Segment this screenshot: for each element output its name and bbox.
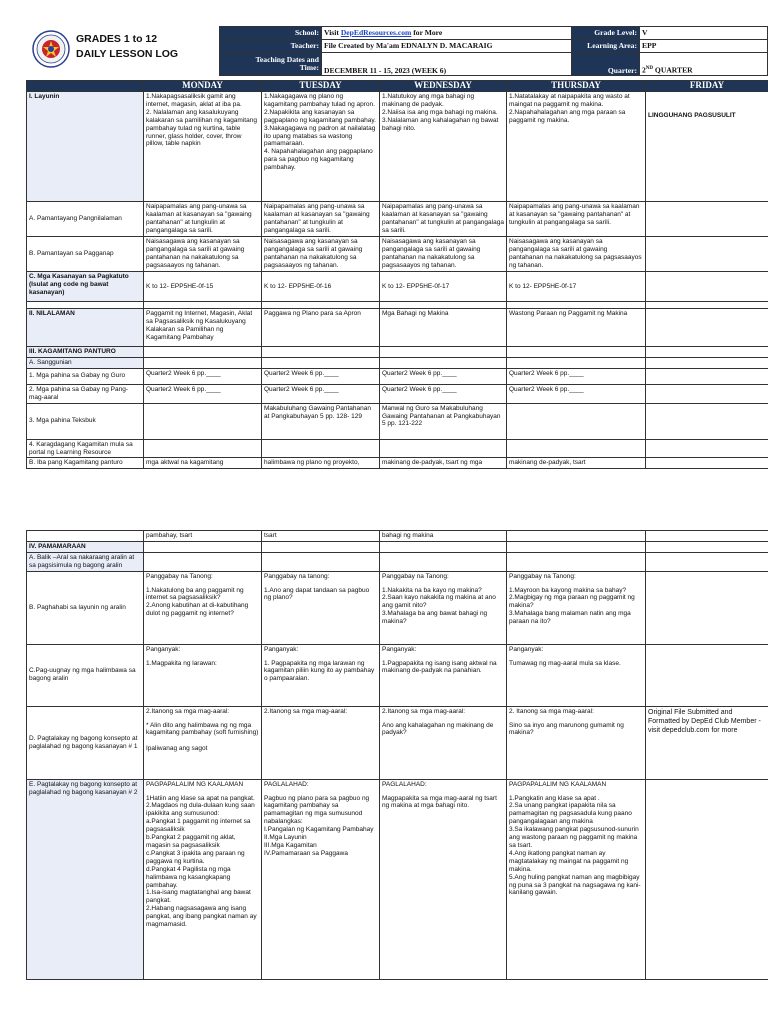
mag-aaral-fri — [646, 384, 768, 403]
pagganap-tue: Naisasagawa ang kasanayan sa pangangalaga sa sarili at gawaing pantahanan na nakakatulong sa pagsasaayos ng tahanan. — [262, 237, 380, 272]
paghahabi-fri — [646, 571, 768, 644]
iba-pang-fri — [646, 458, 768, 469]
lesson-table-page-1 — [26, 80, 768, 469]
depedresources-link[interactable]: DepEdResources.com — [340, 27, 412, 37]
layunin-tue: 1.Nakagagawa ng plano ng kagamitang pambahay tulad ng apron. 2.Napakikita ang kasanayan sa pagpaplano ng kagamitang pambahay. 3.Nakagagawa ng padron at nailalatag ito upang matabas sa wastong pamamaraan. 4. Napahahalagahan ang pagpaplano para sa pagbuo ng kagamitang pambahay. — [262, 92, 380, 202]
iba-pang-label: B. Iba pang Kagamitang panturo — [27, 458, 144, 469]
teksbuk-label: 3. Mga pahina Teksbuk — [27, 403, 144, 439]
day-tuesday: TUESDAY — [262, 81, 380, 92]
pag-uugnay-fri — [646, 644, 768, 706]
pamamaraan-label: IV. PAMAMARAAN — [27, 541, 144, 552]
row-pagtalakay-2 — [27, 779, 768, 979]
nilalaman-tue: Paggawa ng Plano para sa Apron — [262, 309, 380, 347]
day-wednesday: WEDNESDAY — [380, 81, 507, 92]
day-monday: MONDAY — [144, 81, 262, 92]
log-title — [76, 26, 219, 76]
karagdagang-label: 4. Karagdagang Kagamitan mula sa portal ng Learning Resource — [27, 439, 144, 458]
row-balik-aral — [27, 552, 768, 571]
pagtalakay-1-mon: 2.Itanong sa mga mag-aaral: * Alin dito ang halimbawa ng ng mga kagamitang pambahay (soft furnishing) Ipaliwanag ang sagot — [144, 706, 262, 779]
balik-aral-label: A. Balik –Aral sa nakaraang aralin at sa pagsisimula ng bagong aralin — [27, 552, 144, 571]
pangnilalaman-wed: Naipapamalas ang pang-unawa sa kaalaman at kasanayan sa "gawaing pantahanan" at tungkulin at pangangalaga sa sarili. — [380, 202, 507, 237]
teacher-value: File Created by Ma'am EDNALYN D. MACARAIG — [322, 39, 572, 52]
row-mag-aaral — [27, 384, 768, 403]
row-pangnilalaman — [27, 202, 768, 237]
pagkatuto-fri — [646, 272, 768, 302]
pagkatuto-mon: K to 12- EPP5HE-0f-15 — [144, 272, 262, 302]
row-pag-uugnay — [27, 644, 768, 706]
layunin-thu: 1.Natatalakay at naipapakita ang wasto at maingat na paggamit ng makina. 2.Napahahalagahan ang mga paraan sa paggamit ng makina. — [507, 92, 646, 202]
day-friday: FRIDAY — [646, 81, 768, 92]
paghahabi-label: B. Paghahabi sa layunin ng aralin — [27, 571, 144, 644]
header — [26, 26, 768, 76]
row-kagamitang — [27, 347, 768, 358]
teksbuk-mon — [144, 403, 262, 439]
teksbuk-fri — [646, 403, 768, 439]
iba-pang-wed: makinang de-padyak, tsart ng mga — [380, 458, 507, 469]
iba-pang-tue: halimbawa ng plano ng proyekto, — [262, 458, 380, 469]
nilalaman-label: II. NILALAMAN — [27, 309, 144, 347]
guro-wed: Quarter2 Week 6 pp.____ — [380, 368, 507, 384]
dates-label: Teaching Dates and Time: — [220, 52, 322, 75]
pagtalakay-1-fri: Original File Submitted and Formatted by DepEd Club Member - visit depedclub.com for more — [646, 706, 768, 779]
guro-tue: Quarter2 Week 6 pp.____ — [262, 368, 380, 384]
pagtalakay-1-label: D. Pagtalakay ng bagong konsepto at paglalahad ng bagong kasanayan # 1 — [27, 706, 144, 779]
lesson-table-page-2 — [26, 530, 768, 980]
nilalaman-mon: Paggamit ng Internet, Magasin, Aklat sa Pagsasaliksik ng Kasalukuyang Kalakaran sa Pamilihan ng Kagamitang Pambahay — [144, 309, 262, 347]
paghahabi-tue: Panggabay na tanong: 1.Ano ang dapat tandaan sa pagbuo ng plano? — [262, 571, 380, 644]
sanggunian-label: A. Sanggunian — [27, 357, 144, 368]
layunin-mon: 1.Nakapagsasaliksik gamit ang internet, magasin, aklat at iba pa. 2. Nalalaman ang kasalukuyang kalakaran sa pamilihan ng kagamitang pambahay tulad ng kurtina, table runner, glass holder, cover, throw pillow, table napkin — [144, 92, 262, 202]
pagganap-thu: Naisasagawa ang kasanayan sa pangangalaga sa sarili at gawaing pantahanan na nakakatulong sa pagsasaayos ng tahanan. — [507, 237, 646, 272]
deped-seal-icon — [32, 30, 70, 68]
row-pagkatuto — [27, 272, 768, 302]
day-thursday: THURSDAY — [507, 81, 646, 92]
info-table — [219, 26, 768, 76]
row-karagdagang — [27, 439, 768, 458]
cont-tue: tsart — [262, 531, 380, 542]
pagkatuto-wed: K to 12- EPP5HE-0f-17 — [380, 272, 507, 302]
mag-aaral-wed: Quarter2 Week 6 pp.____ — [380, 384, 507, 403]
paghahabi-wed: Panggabay na Tanong: 1.Nakakita na ba kayo ng makina? 2.Saan kayo nakakita ng makina at ano ang gamit nito? 3.Mahalaga ba ang bawat bahagi ng makina? — [380, 571, 507, 644]
pagganap-label: B. Pamantayan sa Pagganap — [27, 237, 144, 272]
row-pagtalakay-1 — [27, 706, 768, 779]
pag-uugnay-tue: Panganyak: 1. Pagpapakita ng mga larawan ng kagamitan piliin kung ito ay pambahay o pampaaralan. — [262, 644, 380, 706]
quarter-label: Quarter: — [572, 52, 640, 75]
mag-aaral-tue: Quarter2 Week 6 pp.____ — [262, 384, 380, 403]
pagganap-wed: Naisasagawa ang kasanayan sa pangangalaga sa sarili at gawaing pantahanan na nakakatulong sa pagsasaayos ng tahanan. — [380, 237, 507, 272]
guro-fri — [646, 368, 768, 384]
pagtalakay-2-fri — [646, 779, 768, 979]
cont-thu — [507, 531, 646, 542]
nilalaman-fri — [646, 309, 768, 347]
kagamitang-label: III. KAGAMITANG PANTURO — [27, 347, 144, 358]
pag-uugnay-label: C.Pag-uugnay ng mga halimbawa sa bagong aralin — [27, 644, 144, 706]
row-spacer — [27, 302, 768, 309]
pangnilalaman-mon: Naipapamalas ang pang-unawa sa kaalaman at kasanayan sa "gawaing pantahanan" at tungkulin at pangangalaga sa sarili. — [144, 202, 262, 237]
row-guro — [27, 368, 768, 384]
layunin-wed: 1.Natutukoy ang mga bahagi ng makinang de padyak. 2.Naiisa isa ang mga bahagi ng makina. 3.Nalalaman ang kahalagahan ng bawat bahagi nito. — [380, 92, 507, 202]
school-value: Visit DepEdResources.com for More — [322, 27, 572, 40]
guro-thu: Quarter2 Week 6 pp.____ — [507, 368, 646, 384]
row-pamamaraan — [27, 541, 768, 552]
cont-fri — [646, 531, 768, 542]
mag-aaral-label: 2. Mga pahina sa Gabay ng Pang-mag-aaral — [27, 384, 144, 403]
pangnilalaman-fri — [646, 202, 768, 237]
cont-wed: bahagi ng makina — [380, 531, 507, 542]
area-value: EPP — [640, 39, 768, 52]
pag-uugnay-mon: Panganyak: 1.Magpakita ng larawan: — [144, 644, 262, 706]
pagtalakay-2-label: E. Pagtalakay ng bagong konsepto at paglalahad ng bagong kasanayan # 2 — [27, 779, 144, 979]
row-continued — [27, 531, 768, 542]
layunin-label: I. Layunin — [27, 92, 144, 202]
row-teksbuk — [27, 403, 768, 439]
day-header-row — [27, 81, 768, 92]
iba-pang-mon: mga aktwal na kagamitang — [144, 458, 262, 469]
layunin-fri: LINGGUHANG PAGSUSULIT — [646, 92, 768, 202]
pangnilalaman-tue: Naipapamalas ang pang-unawa sa kaalaman at kasanayan sa "gawaing pantahanan" at tungkulin at pangangalaga sa sarili. — [262, 202, 380, 237]
pagtalakay-2-mon: PAGPAPALALIM NG KAALAMAN 1Hatiin ang klase sa apat na pangkat. 2.Magdaos ng dula-dulaan kung saan ipakikita ang sumusunod: a.Pangkat 1 paggamit ng internet sa pagsasaliksik b.Pangkat 2 paggamit ng aklat, magasin sa pagsasaliksik c.Pangkat 3 ipakita ang paraan ng paggawa ng kurtina. d.Pangkat 4 Pagilista ng mga halimbawa ng kasangkapang pambahay. 1.Isa-isang magtatanghal ang bawat pangkat. 2.Habang nagsasagawa ang isang pangkat, ang ibang pangkat naman ay magmamasid. — [144, 779, 262, 979]
pagtalakay-1-tue: 2.Itanong sa mga mag-aaral: — [262, 706, 380, 779]
cont-mon: pambahay, tsart — [144, 531, 262, 542]
grade-label: Grade Level: — [572, 27, 640, 40]
paghahabi-mon: Panggabay na Tanong: 1.Nakatulong ba ang paggamit ng internet sa pagsasaliksik? 2.Anong kabutihan at di-kabutihang dulot ng paggamit ng internet? — [144, 571, 262, 644]
row-sanggunian — [27, 357, 768, 368]
nilalaman-wed: Mga Bahagi ng Makina — [380, 309, 507, 347]
guro-label: 1. Mga pahina sa Gabay ng Guro — [27, 368, 144, 384]
pangnilalaman-thu: Naipapamalas ang pang-unawa sa kaalaman at kasanayan sa "gawaing pantahanan" at tungkulin at pangangalaga sa sarili. — [507, 202, 646, 237]
mag-aaral-mon: Quarter2 Week 6 pp.____ — [144, 384, 262, 403]
pangnilalaman-label: A. Pamantayang Pangnilalaman — [27, 202, 144, 237]
pagtalakay-1-wed: 2.Itanong sa mga mag-aaral: Ano ang kahalagahan ng makinang de padyak? — [380, 706, 507, 779]
quarter-value: 2ND QUARTER — [640, 52, 768, 75]
pagtalakay-2-wed: PAGLALAHAD: Magpapakita sa mga mag-aaral ng tsart ng makina at mga bahagi nito. — [380, 779, 507, 979]
pagganap-fri — [646, 237, 768, 272]
pagkatuto-tue: K to 12- EPP5HE-0f-16 — [262, 272, 380, 302]
iba-pang-thu: makinang de-padyak, tsart — [507, 458, 646, 469]
teksbuk-tue: Makabuluhang Gawaing Pantahanan at Pangkabuhayan 5 pp. 128- 129 — [262, 403, 380, 439]
mag-aaral-thu: Quarter2 Week 6 pp.____ — [507, 384, 646, 403]
teksbuk-wed: Manwal ng Guro sa Makabuluhang Gawaing Pantahanan at Pangkabuhayan 5 pp. 121-222 — [380, 403, 507, 439]
pagkatuto-thu: K to 12- EPP5HE-0f-17 — [507, 272, 646, 302]
pagtalakay-2-thu: PAGPAPALALIM NG KAALAMAN 1.Pangkatin ang klase sa apat . 2.Sa unang pangkat ipapakita nila sa pamamagitan ng pagsasadula kung paano pangangalagaan ang makina 3.Sa ikalawang pangkat pagsusunod-sunurin ang wastong paraan ng paggamit ng makina sa tsart. 4.Ang ikatlong pangkat naman ay magtatalakay ng maingat na paggamit ng makina. 5.Ang huling pangkat naman ang magbibigay ng puna sa 3 pangkat na nagsagawa ng kani-kanilang gawain. — [507, 779, 646, 979]
row-layunin — [27, 92, 768, 202]
area-label: Learning Area: — [572, 39, 640, 52]
pagganap-mon: Naisasagawa ang kasanayan sa pangangalaga sa sarili at gawaing pantahanan na nakakatulong sa pagsasaayos ng tahanan. — [144, 237, 262, 272]
teacher-label: Teacher: — [220, 39, 322, 52]
pagtalakay-1-thu: 2. Itanong sa mga mag-aaral: Sino sa inyo ang marunong gumamit ng makina? — [507, 706, 646, 779]
teksbuk-thu — [507, 403, 646, 439]
row-pagganap — [27, 237, 768, 272]
pagtalakay-2-tue: PAGLALAHAD: Pagbuo ng plano para sa pagbuo ng kagamitang pambahay sa pamamagitan ng mga sumusunod nabalangkas: I.Pangalan ng Kagamitang Pambahay II.Mga Layunin III.Mga Kagamitan IV.Pamamaraan sa Paggawa — [262, 779, 380, 979]
grade-value: V — [640, 27, 768, 40]
guro-mon: Quarter2 Week 6 pp.____ — [144, 368, 262, 384]
pag-uugnay-thu: Panganyak: Tumawag ng mag-aaral mula sa klase. — [507, 644, 646, 706]
pagkatuto-label: C. Mga Kasanayan sa Pagkatuto (Isulat ang code ng bawat kasanayan) — [27, 272, 144, 302]
row-nilalaman — [27, 309, 768, 347]
corner-cell — [27, 81, 144, 92]
pag-uugnay-wed: Panganyak: 1.Pagpapakita ng isang isang aktwal na makinang de-padyak na panahian. — [380, 644, 507, 706]
title-line-1: GRADES 1 to 12 — [76, 33, 158, 45]
lesson-log-page-1 — [26, 26, 768, 469]
paghahabi-thu: Panggabay na Tanong: 1.Mayroon ba kayong makina sa bahay? 2.Magbigay ng mga paraan ng paggamit ng makina? 3.Mahalaga bang malaman natin ang mga paraan na ito? — [507, 571, 646, 644]
school-label: School: — [220, 27, 322, 40]
title-line-2: DAILY LESSON LOG — [76, 48, 179, 60]
lesson-log-page-2 — [26, 530, 768, 980]
dates-value: DECEMBER 11 - 15, 2023 (WEEK 6) — [322, 52, 572, 75]
row-iba-pang — [27, 458, 768, 469]
row-paghahabi — [27, 571, 768, 644]
cont-label — [27, 531, 144, 542]
nilalaman-thu: Wastong Paraan ng Paggamit ng Makina — [507, 309, 646, 347]
